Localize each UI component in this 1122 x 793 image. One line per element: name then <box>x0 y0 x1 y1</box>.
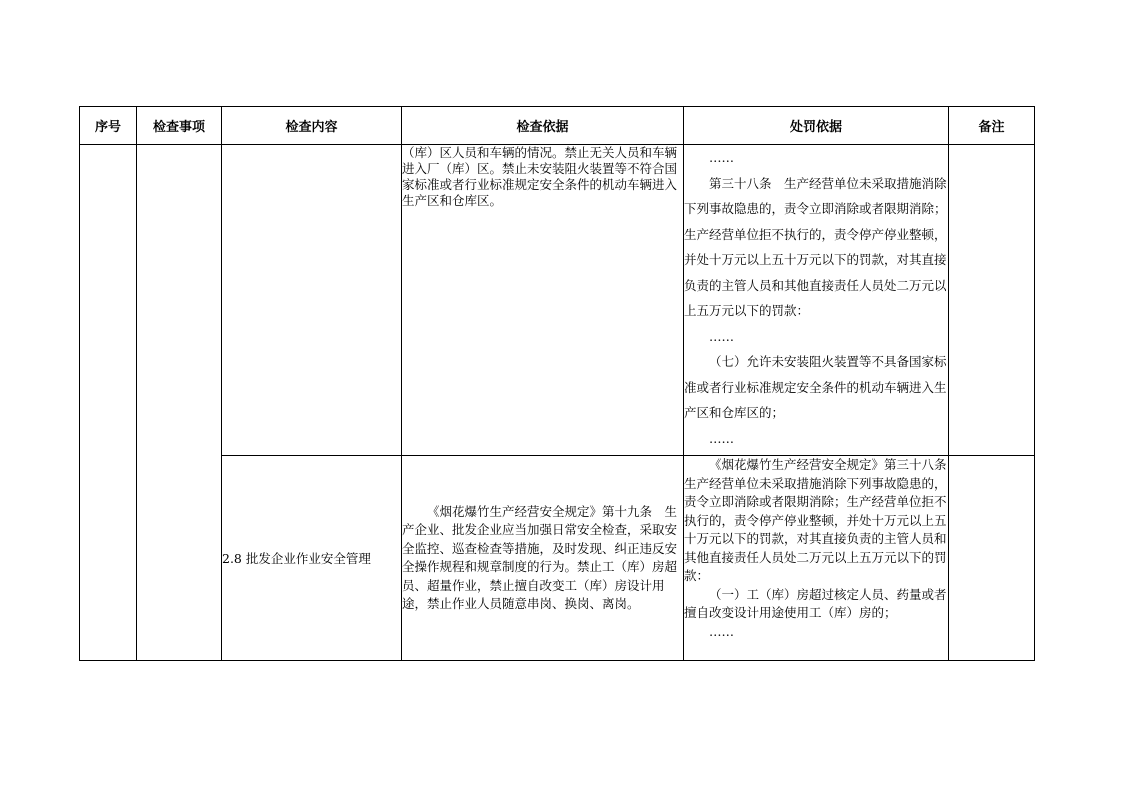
header-penalty: 处罚依据 <box>684 107 949 145</box>
penalty-article: 第三十八条 生产经营单位未采取措施消除下列事故隐患的，责令立即消除或者限期消除；生产经营单位拒不执行的，责令停产停业整顿，并处十万元以上五十万元以下的罚款，对其直接负责的主管人员和其他直接责任人员处二万元以上五万元以下的罚款： <box>684 175 947 318</box>
header-row <box>80 107 1035 145</box>
penalty-clause: （一）工（库）房超过核定人员、药量或者擅自改变设计用途使用工（库）房的； <box>684 586 947 620</box>
basis-cell <box>402 456 684 661</box>
penalty-article: 《烟花爆竹生产经营安全规定》第三十八条 生产经营单位未采取措施消除下列事故隐患的，责令立即消除或者限期消除；生产经营单位拒不执行的，责令停产停业整顿，并处十万元以上五十万元以下的罚款，对其直接负责的主管人员和其他直接责任人员处二万元以上五万元以下的罚款： <box>684 457 960 583</box>
basis-cell <box>402 145 684 456</box>
item-cell <box>137 145 222 661</box>
header-basis: 检查依据 <box>402 107 684 145</box>
basis-text: （库）区人员和车辆的情况。禁止无关人员和车辆进入厂（库）区。禁止未安装阻火装置等不符合国家标准或者行业标准规定安全条件的机动车辆进入生产区和仓库区。 <box>402 145 678 208</box>
content-cell <box>222 456 402 661</box>
ellipsis: …… <box>709 430 734 446</box>
content-text: 2.8 批发企业作业安全管理 <box>222 550 371 566</box>
ellipsis: …… <box>709 328 734 344</box>
penalty-cell <box>684 456 960 661</box>
table-row <box>80 456 1035 661</box>
header-serial: 序号 <box>80 107 137 145</box>
penalty-cell <box>684 145 949 456</box>
remark-cell <box>949 456 1035 661</box>
inspection-table <box>79 106 1035 661</box>
serial-cell <box>80 145 137 661</box>
penalty-clause: （七）允许未安装阻火装置等不具备国家标准或者行业标准规定安全条件的机动车辆进入生产区和仓库区的； <box>684 354 947 420</box>
table-row <box>80 145 1035 456</box>
header-content: 检查内容 <box>222 107 402 145</box>
ellipsis: …… <box>709 150 734 165</box>
header-item: 检查事项 <box>137 107 222 145</box>
basis-text: 《烟花爆竹生产经营安全规定》第十九条 生产企业、批发企业应当加强日常安全检查，采取安全监控、巡查检查等措施，及时发现、纠正违反安全操作规程和规章制度的行为。禁止工（库）房超员、超量作业，禁止擅自改变工（库）房设计用途，禁止作业人员随意串岗、换岗、离岗。 <box>402 503 678 611</box>
ellipsis: …… <box>709 623 734 639</box>
content-cell <box>222 145 402 456</box>
header-remark: 备注 <box>949 107 1035 145</box>
remark-cell <box>949 145 1035 456</box>
